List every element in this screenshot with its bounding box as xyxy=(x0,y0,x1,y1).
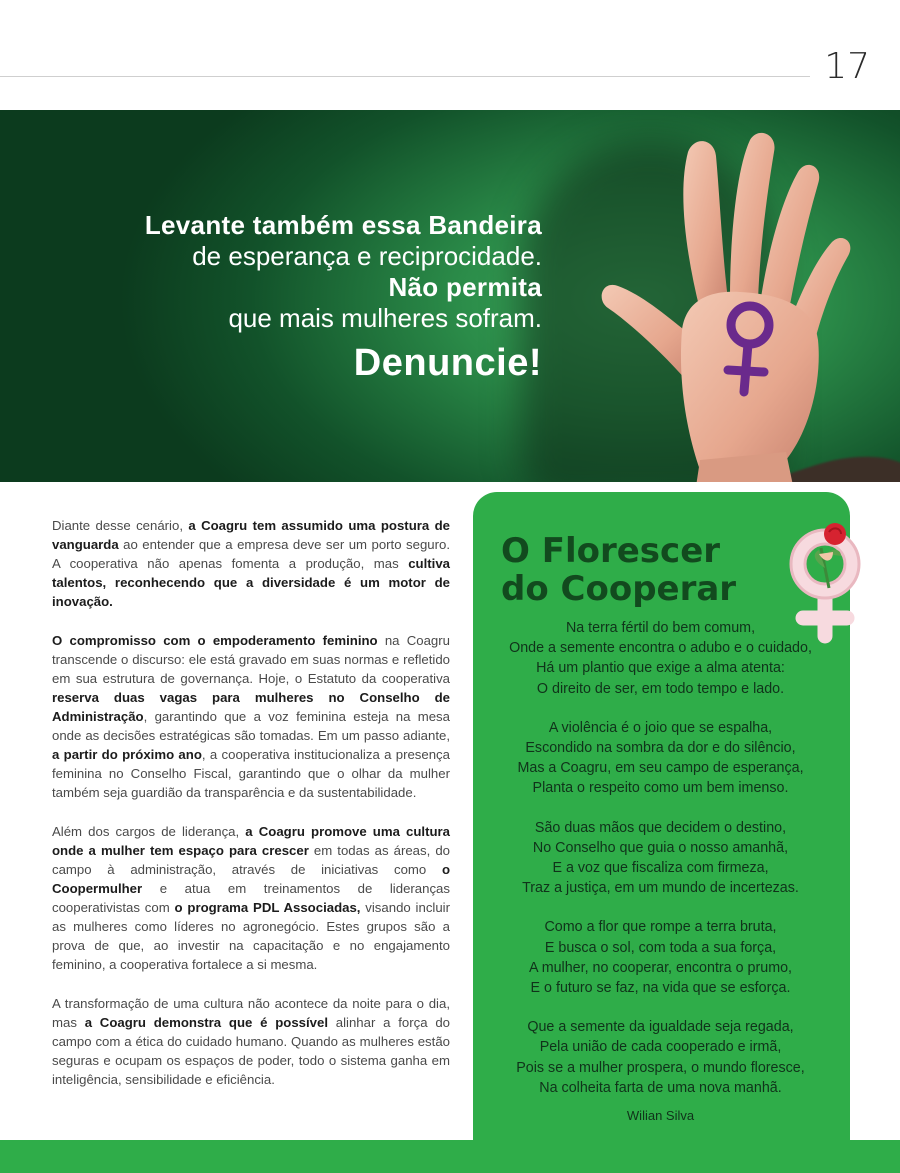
poem-line: Que a semente da igualdade seja regada, xyxy=(527,1019,794,1036)
poem-line: Planta o respeito como um bem imenso. xyxy=(532,780,789,797)
text-run: visando incluir as mulheres como líderes no agronegócio. Estes grupos são a prova de que, ao investir na capacitação e no engajamento feminino, a cooperativa fortalece a si mesma. xyxy=(52,900,450,972)
poem-line: Onde a semente encontra o adubo e o cuidado, xyxy=(509,640,812,657)
poem-line: Na colheita farta de uma nova manhã. xyxy=(539,1079,782,1096)
poem-stanza xyxy=(483,917,838,998)
highlighted-text: cultiva talentos, reconhecendo que a diversidade é um motor de inovação. xyxy=(52,556,450,609)
highlighted-text: a Coagru tem assumido uma postura de vanguarda xyxy=(52,518,450,552)
raised-hand-image xyxy=(590,130,890,482)
highlighted-text: o Coopermulher xyxy=(52,862,450,896)
poem-line: Mas a Coagru, em seu campo de esperança, xyxy=(517,760,804,777)
poem-line: São duas mãos que decidem o destino, xyxy=(534,819,787,836)
text-run: em todas as áreas, do campo à administração, através de iniciativas como xyxy=(52,843,450,877)
poem-stanza xyxy=(483,618,838,699)
poem-title-line-2: do Cooperar xyxy=(501,569,737,609)
highlighted-text: a Coagru promove uma cultura onde a mulher tem espaço para crescer xyxy=(52,824,451,858)
poem-line: A violência é o joio que se espalha, xyxy=(548,719,773,736)
article-paragraph-3 xyxy=(52,822,450,974)
text-run: alinhar a força do campo com a ética do cuidado humano. Quando as mulheres estão seguras e ocupam os espaços de poder, todo o sistema ganha em inteligência, sensibilidade e eficiência. xyxy=(52,1015,450,1087)
poem-line: No Conselho que guia o nosso amanhã, xyxy=(532,839,789,856)
highlighted-text: O compromisso com o empoderamento feminino xyxy=(52,633,378,648)
poem-line: E o futuro se faz, na vida que se esforça. xyxy=(530,980,791,997)
text-run: e atua em treinamentos de lideranças cooperativistas com xyxy=(52,881,450,915)
slogan-call-to-action: Denuncie! xyxy=(353,342,542,384)
poem-line: Há um plantio que exige a alma atenta: xyxy=(536,660,785,677)
footer-band xyxy=(0,1140,900,1173)
poem-stanza xyxy=(483,1017,838,1098)
poem-line: Como a flor que rompe a terra bruta, xyxy=(544,919,777,936)
poem-title xyxy=(501,532,736,608)
poem-body xyxy=(483,618,838,1117)
highlighted-text: o programa PDL Associadas, xyxy=(174,900,361,915)
poem-line: O direito de ser, em todo tempo e lado. xyxy=(536,680,785,697)
poem-card xyxy=(473,492,850,1152)
hero-banner xyxy=(0,110,900,482)
highlighted-text: reserva duas vagas para mulheres no Conselho de Administração xyxy=(52,690,450,724)
poem-author: Wilian Silva xyxy=(626,1108,695,1123)
text-run: na Coagru transcende o discurso: ele está gravado em suas normas e refletido em sua estrutura de governança. Hoje, o Estatuto da cooperativa xyxy=(52,633,450,686)
text-run: , garantindo que a voz feminina esteja na mesa onde as decisões estratégicas são tomadas. Em um passo adiante, xyxy=(52,709,450,743)
poem-line: Pela união de cada cooperado e irmã, xyxy=(539,1039,782,1056)
poem-line: A mulher, no cooperar, encontra o prumo, xyxy=(528,959,793,976)
poem-line: E a voz que fiscaliza com firmeza, xyxy=(552,860,769,877)
rose-icon xyxy=(824,523,846,545)
article-paragraph-1 xyxy=(52,516,450,611)
text-run: , a cooperativa institucionaliza a presença feminina no Conselho Fiscal, garantindo que o olhar da mulher também seja guardião da transparência e da sustentabilidade. xyxy=(52,747,450,800)
header-rule xyxy=(0,76,810,77)
slogan-line-3: Não permita xyxy=(388,272,542,302)
highlighted-text: a Coagru demonstra que é possível xyxy=(84,1015,328,1030)
text-run: A transformação de uma cultura não acontece da noite para o dia, mas xyxy=(52,996,450,1030)
poem-stanza xyxy=(483,718,838,799)
slogan-line-1: Levante também essa Bandeira xyxy=(144,210,542,240)
slogan-line-4: que mais mulheres sofram. xyxy=(228,303,542,333)
poem-line: Na terra fértil do bem comum, xyxy=(565,620,756,636)
poem-line: Traz a justiça, em um mundo de incertezas. xyxy=(522,880,799,897)
highlighted-text: a partir do próximo ano xyxy=(52,747,202,762)
text-run: ao entender que a empresa deve ser um porto seguro. A cooperativa não apenas fomenta a produção, mas xyxy=(52,537,450,571)
page-number: 17 xyxy=(824,46,870,87)
poem-line: E busca o sol, com toda a sua força, xyxy=(544,939,777,956)
article-paragraph-4 xyxy=(52,994,450,1089)
text-run: Além dos cargos de liderança, xyxy=(52,824,246,839)
poem-line: Pois se a mulher prospera, o mundo floresce, xyxy=(516,1059,805,1076)
poem-stanza xyxy=(483,818,838,899)
slogan xyxy=(145,210,542,386)
slogan-line-2: de esperança e reciprocidade. xyxy=(192,241,542,271)
article-paragraph-2 xyxy=(52,631,450,802)
poem-title-line-1: O Florescer xyxy=(501,531,721,571)
text-run: Diante desse cenário, xyxy=(52,518,189,533)
poem-line: Escondido na sombra da dor e do silêncio, xyxy=(525,740,796,757)
article-body xyxy=(52,516,450,1109)
